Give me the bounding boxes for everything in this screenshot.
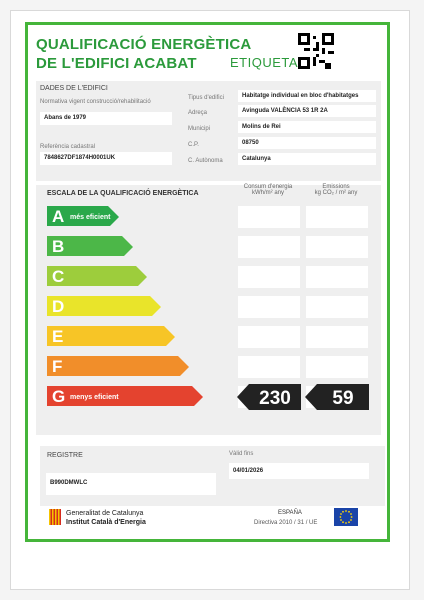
country-label: ESPAÑA: [278, 510, 302, 516]
emissions-cell-c: [306, 266, 368, 288]
type-value: Habitatge individual en bloc d'habitatges: [238, 90, 376, 102]
consumption-header: [238, 184, 298, 196]
type-label: Tipus d'edifici: [188, 95, 224, 101]
regulation-label: Normativa vigent construcció/rehabilitació: [40, 99, 151, 105]
scale-letter-g: G: [52, 387, 66, 406]
scale-text-g: menys eficient: [70, 394, 119, 401]
consumption-value: 230: [259, 388, 291, 409]
address-label: Adreça: [188, 110, 208, 116]
generalitat-logo-icon: [49, 509, 61, 525]
emissions-unit: kg CO₂ / m² any: [314, 190, 358, 196]
consumption-header-text: Consum d'energia: [243, 184, 293, 190]
title-line-1: QUALIFICACIÓ ENERGÈTICA: [36, 36, 252, 53]
scale-text-a: més eficient: [70, 214, 111, 221]
emissions-badge: [305, 384, 369, 410]
qr-code-icon: [298, 33, 334, 69]
emissions-cell-d: [306, 296, 368, 318]
scale-letter-c: C: [52, 267, 65, 286]
municipality-label: Municipi: [188, 126, 211, 132]
regulation-value: Abans de 1979: [40, 112, 172, 125]
directive-label: Directiva 2010 / 31 / UE: [254, 520, 318, 526]
consumption-cell-b: [238, 236, 300, 258]
scale-letter-b: B: [52, 237, 65, 256]
consumption-cell-e: [238, 326, 300, 348]
valid-label: Vàlid fins: [229, 451, 254, 457]
scale-letter-d: D: [52, 297, 65, 316]
municipality-value: Molins de Rei: [238, 121, 376, 133]
emissions-cell-f: [306, 356, 368, 378]
scale-letter-e: E: [52, 327, 64, 346]
consumption-cell-d: [238, 296, 300, 318]
emissions-cell-e: [306, 326, 368, 348]
title-line-2: DE L'EDIFICI ACABAT: [36, 55, 197, 72]
consumption-badge: [237, 384, 301, 410]
registre-value: B990DMWLC: [46, 473, 216, 495]
emissions-cell-a: [306, 206, 368, 228]
cadastral-label: Referència cadastral: [40, 144, 96, 150]
eu-flag-icon: [334, 508, 358, 526]
consumption-unit: kWh/m² any: [251, 190, 284, 196]
scale-letter-a: A: [52, 207, 65, 226]
consumption-cell-c: [238, 266, 300, 288]
postal-value: 08750: [238, 137, 376, 149]
institute-name: Institut Català d'Energia: [66, 519, 146, 526]
address-value: Avinguda VALÈNCIA 53 1R 2A: [238, 105, 376, 117]
building-data-title: DADES DE L'EDIFICI: [40, 85, 108, 92]
scale-title: ESCALA DE LA QUALIFICACIÓ ENERGÈTICA: [47, 190, 199, 197]
emissions-header-text: Emissions: [322, 184, 350, 190]
valid-value: 04/01/2026: [229, 463, 369, 479]
emissions-value: 59: [332, 388, 354, 409]
registre-label: REGISTRE: [47, 452, 83, 459]
postal-label: C.P.: [188, 142, 199, 148]
gov-name: Generalitat de Catalunya: [66, 510, 144, 517]
emissions-cell-b: [306, 236, 368, 258]
scale-arrow-f: [47, 356, 189, 376]
scale-letter-f: F: [52, 357, 63, 376]
scale-arrow-e: [47, 326, 175, 346]
consumption-cell-f: [238, 356, 300, 378]
emissions-header: [306, 184, 366, 196]
cadastral-value: 7848627DF1874H0001UK: [40, 152, 172, 165]
community-value: Catalunya: [238, 153, 376, 165]
consumption-cell-a: [238, 206, 300, 228]
community-label: C. Autònoma: [188, 158, 223, 164]
etiqueta-label: ETIQUETA: [230, 55, 299, 70]
